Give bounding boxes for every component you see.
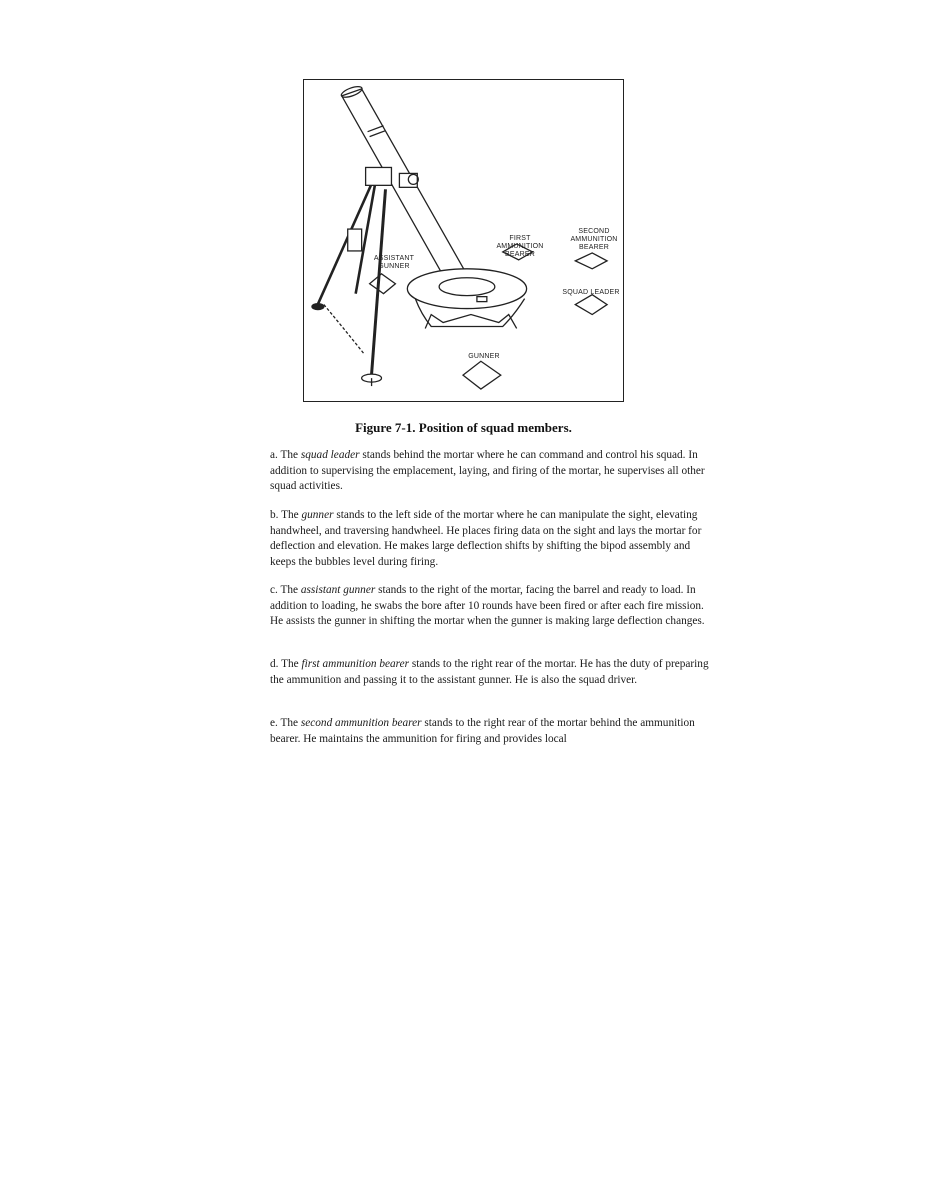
- paragraph-b-text: stands to the left side of the mortar where he can manipulate the sight, elevating handwheel, and traversing handwheel. He places firing data on the sight and lays the mortar for deflection and elevation. He makes large deflection shifts by shifting the bipod assembly and keeps the bubbles level during firing.: [270, 509, 702, 568]
- paragraph-c-prefix: c. The: [270, 584, 301, 596]
- paragraph-e-prefix: e. The: [270, 717, 301, 729]
- label-gunner: GUNNER: [468, 353, 500, 360]
- paragraph-c-role: assistant gunner: [300, 584, 376, 596]
- paragraph-a-prefix: a. The: [270, 449, 301, 461]
- paragraph-e-role: second ammunition bearer: [300, 717, 422, 729]
- paragraph-d-prefix: d. The: [270, 658, 302, 670]
- paragraph-b-prefix: b. The: [270, 509, 302, 521]
- paragraph-b-role: gunner: [301, 509, 334, 521]
- label-first-ammunition-bearer: FIRST AMMUNITION BEARER: [496, 235, 544, 258]
- paragraph-a-role: squad leader: [300, 449, 360, 461]
- paragraph-d-text: stands to the right rear of the mortar. He has the duty of preparing the ammunition and passing it to the assistant gunner. He is also the squad driver.: [270, 658, 709, 686]
- paragraph-e: [270, 716, 710, 747]
- paragraph-b: [270, 508, 710, 570]
- paragraph-a-text: stands behind the mortar where he can command and control his squad. In addition to supervising the emplacement, laying, and firing of the mortar, he supervises all other squad activities.: [270, 449, 705, 493]
- paragraph-a: [270, 448, 710, 495]
- paragraph-c-text: stands to the right of the mortar, facing the barrel and ready to load. In addition to loading, he swabs the bore after 10 rounds have been fired or after each fire mission. He assists the gunner in shifting the mortar when the gunner is making large deflection changes.: [270, 584, 705, 628]
- paragraph-d: [270, 657, 710, 688]
- label-assistant-gunner: ASSISTANT GUNNER: [373, 255, 415, 270]
- figure-caption: Figure 7-1. Position of squad members.: [355, 420, 572, 435]
- paragraph-c: [270, 583, 710, 630]
- label-second-ammunition-bearer: SECOND AMMUNITION BEARER: [570, 228, 618, 251]
- paragraph-d-role: first ammunition bearer: [301, 658, 410, 670]
- figure-7-1: [303, 79, 624, 402]
- label-squad-leader: SQUAD LEADER: [562, 289, 620, 296]
- paragraph-e-text: stands to the right rear of the mortar behind the ammunition bearer. He maintains the ammunition for firing and provides local: [270, 717, 695, 745]
